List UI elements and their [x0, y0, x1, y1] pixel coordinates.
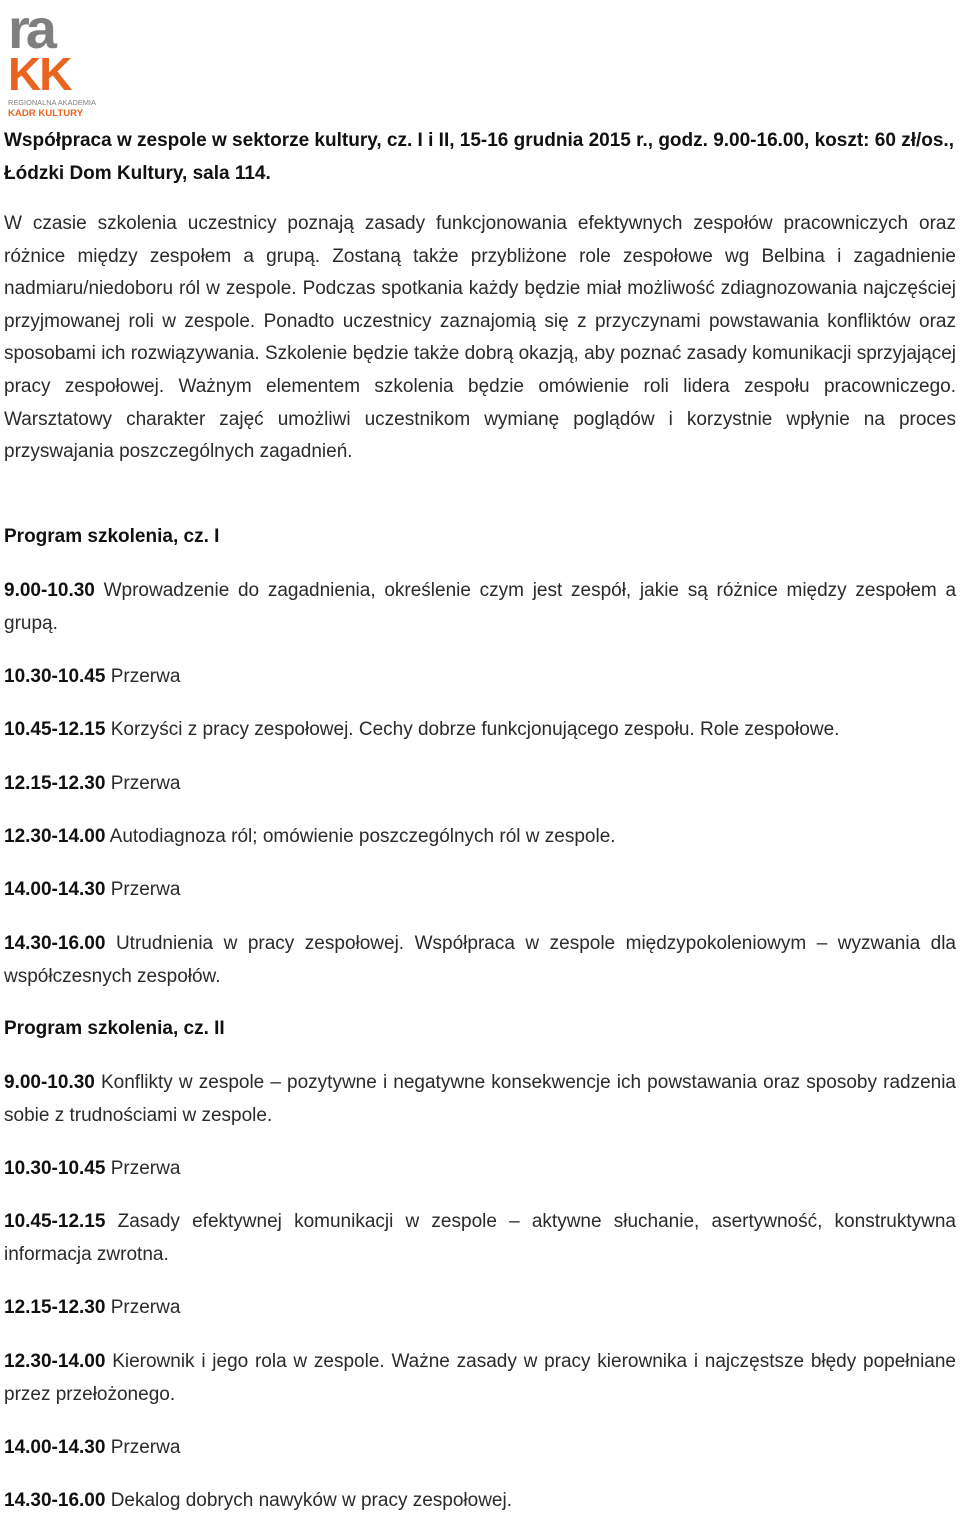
logo-line1: REGIONALNA AKADEMIA: [8, 98, 96, 107]
program-2-item: [4, 1291, 956, 1324]
item-text: Wprowadzenie do zagadnienia, określenie czym jest zespół, jakie są różnice między zespołem a grupą.: [4, 580, 957, 634]
item-text: Przerwa: [110, 1437, 181, 1458]
page-heading: Współpraca w zespole w sektorze kultury, cz. I i II, 15-16 grudnia 2015 r., godz. 9.00-16.00, koszt: 60 zł/os., Łódzki Dom Kultury, sala 114.: [4, 130, 954, 184]
time-slot: 14.30-16.00: [4, 1490, 106, 1511]
time-slot: 14.00-14.30: [4, 879, 106, 900]
item-text: Przerwa: [110, 879, 181, 900]
program-1-item: [4, 713, 956, 746]
time-slot: 9.00-10.30: [4, 580, 95, 601]
program-1-item: [4, 873, 956, 906]
item-text: Przerwa: [110, 773, 181, 794]
program-1-title: Program szkolenia, cz. I: [4, 526, 220, 547]
time-slot: 9.00-10.30: [4, 1072, 95, 1093]
time-slot: 12.15-12.30: [4, 773, 106, 794]
program-2-item: [4, 1484, 956, 1517]
time-slot: 10.30-10.45: [4, 1158, 106, 1179]
program-2-item: [4, 1066, 956, 1132]
program-2-item: [4, 1205, 956, 1271]
program-1-item: [4, 660, 956, 693]
rakk-logo-graphic: [8, 4, 108, 118]
item-text: Przerwa: [110, 1297, 181, 1318]
time-slot: 14.00-14.30: [4, 1437, 106, 1458]
rakk-logo: [8, 4, 108, 118]
program-2-item: [4, 1345, 956, 1411]
program-1-item: [4, 574, 956, 640]
logo-letters-top: ra: [8, 4, 53, 60]
logo-letters-mid: KK: [8, 48, 71, 100]
item-text: Korzyści z pracy zespołowej. Cechy dobrze funkcjonującego zespołu. Role zespołowe.: [110, 719, 840, 740]
item-text: Konflikty w zespole – pozytywne i negatywne konsekwencje ich powstawania oraz sposoby radzenia sobie z trudnościami w zespole.: [4, 1072, 957, 1126]
time-slot: 12.30-14.00: [4, 826, 106, 847]
time-slot: 12.30-14.00: [4, 1351, 106, 1372]
intro-paragraph: W czasie szkolenia uczestnicy poznają zasady funkcjonowania efektywnych zespołów pracowniczych oraz różnice między zespołem a grupą. Zostaną także przybliżone role zespołowe wg Belbina i zagadnienie nadmiaru/niedoboru ról w zespole. Podczas spotkania każdy będzie miał możliwość zdiagnozowania najczęściej przyjmowanej roli w zespole. Ponadto uczestnicy zaznajomią się z przyczynami powstawania konfliktów oraz sposobami ich rozwiązywania. Szkolenie będzie także dobrą okazją, aby poznać zasady komunikacji sprzyjającej pracy zespołowej. Ważnym elementem szkolenia będzie omówienie roli lidera zespołu pracowniczego. Warsztatowy charakter zajęć umożliwi uczestnikom wymianę poglądów i korzystnie wpłynie na proces przyswajania poszczególnych zagadnień.: [4, 213, 956, 463]
logo-line2: KADR KULTURY: [8, 108, 84, 118]
item-text: Kierownik i jego rola w zespole. Ważne zasady w pracy kierownika i najczęstsze błędy popełniane przez przełożonego.: [4, 1351, 956, 1405]
time-slot: 14.30-16.00: [4, 933, 106, 954]
time-slot: 10.30-10.45: [4, 666, 106, 687]
program-2-item: [4, 1152, 956, 1185]
item-text: Autodiagnoza ról; omówienie poszczególnych ról w zespole.: [109, 826, 616, 847]
program-2-item: [4, 1431, 956, 1464]
item-text: Przerwa: [110, 666, 181, 687]
item-text: Zasady efektywnej komunikacji w zespole – aktywne słuchanie, asertywność, konstruktywna informacja zwrotna.: [4, 1211, 956, 1265]
program-1-item: [4, 820, 956, 853]
program-2-title: Program szkolenia, cz. II: [4, 1018, 225, 1039]
item-text: Dekalog dobrych nawyków w pracy zespołowej.: [110, 1490, 513, 1511]
time-slot: 10.45-12.15: [4, 1211, 106, 1232]
item-text: Utrudnienia w pracy zespołowej. Współpraca w zespole międzypokoleniowym – wyzwania dla współczesnych zespołów.: [4, 933, 957, 987]
time-slot: 12.15-12.30: [4, 1297, 106, 1318]
program-1-item: [4, 767, 956, 800]
program-1-item: [4, 927, 956, 993]
time-slot: 10.45-12.15: [4, 719, 106, 740]
item-text: Przerwa: [110, 1158, 181, 1179]
